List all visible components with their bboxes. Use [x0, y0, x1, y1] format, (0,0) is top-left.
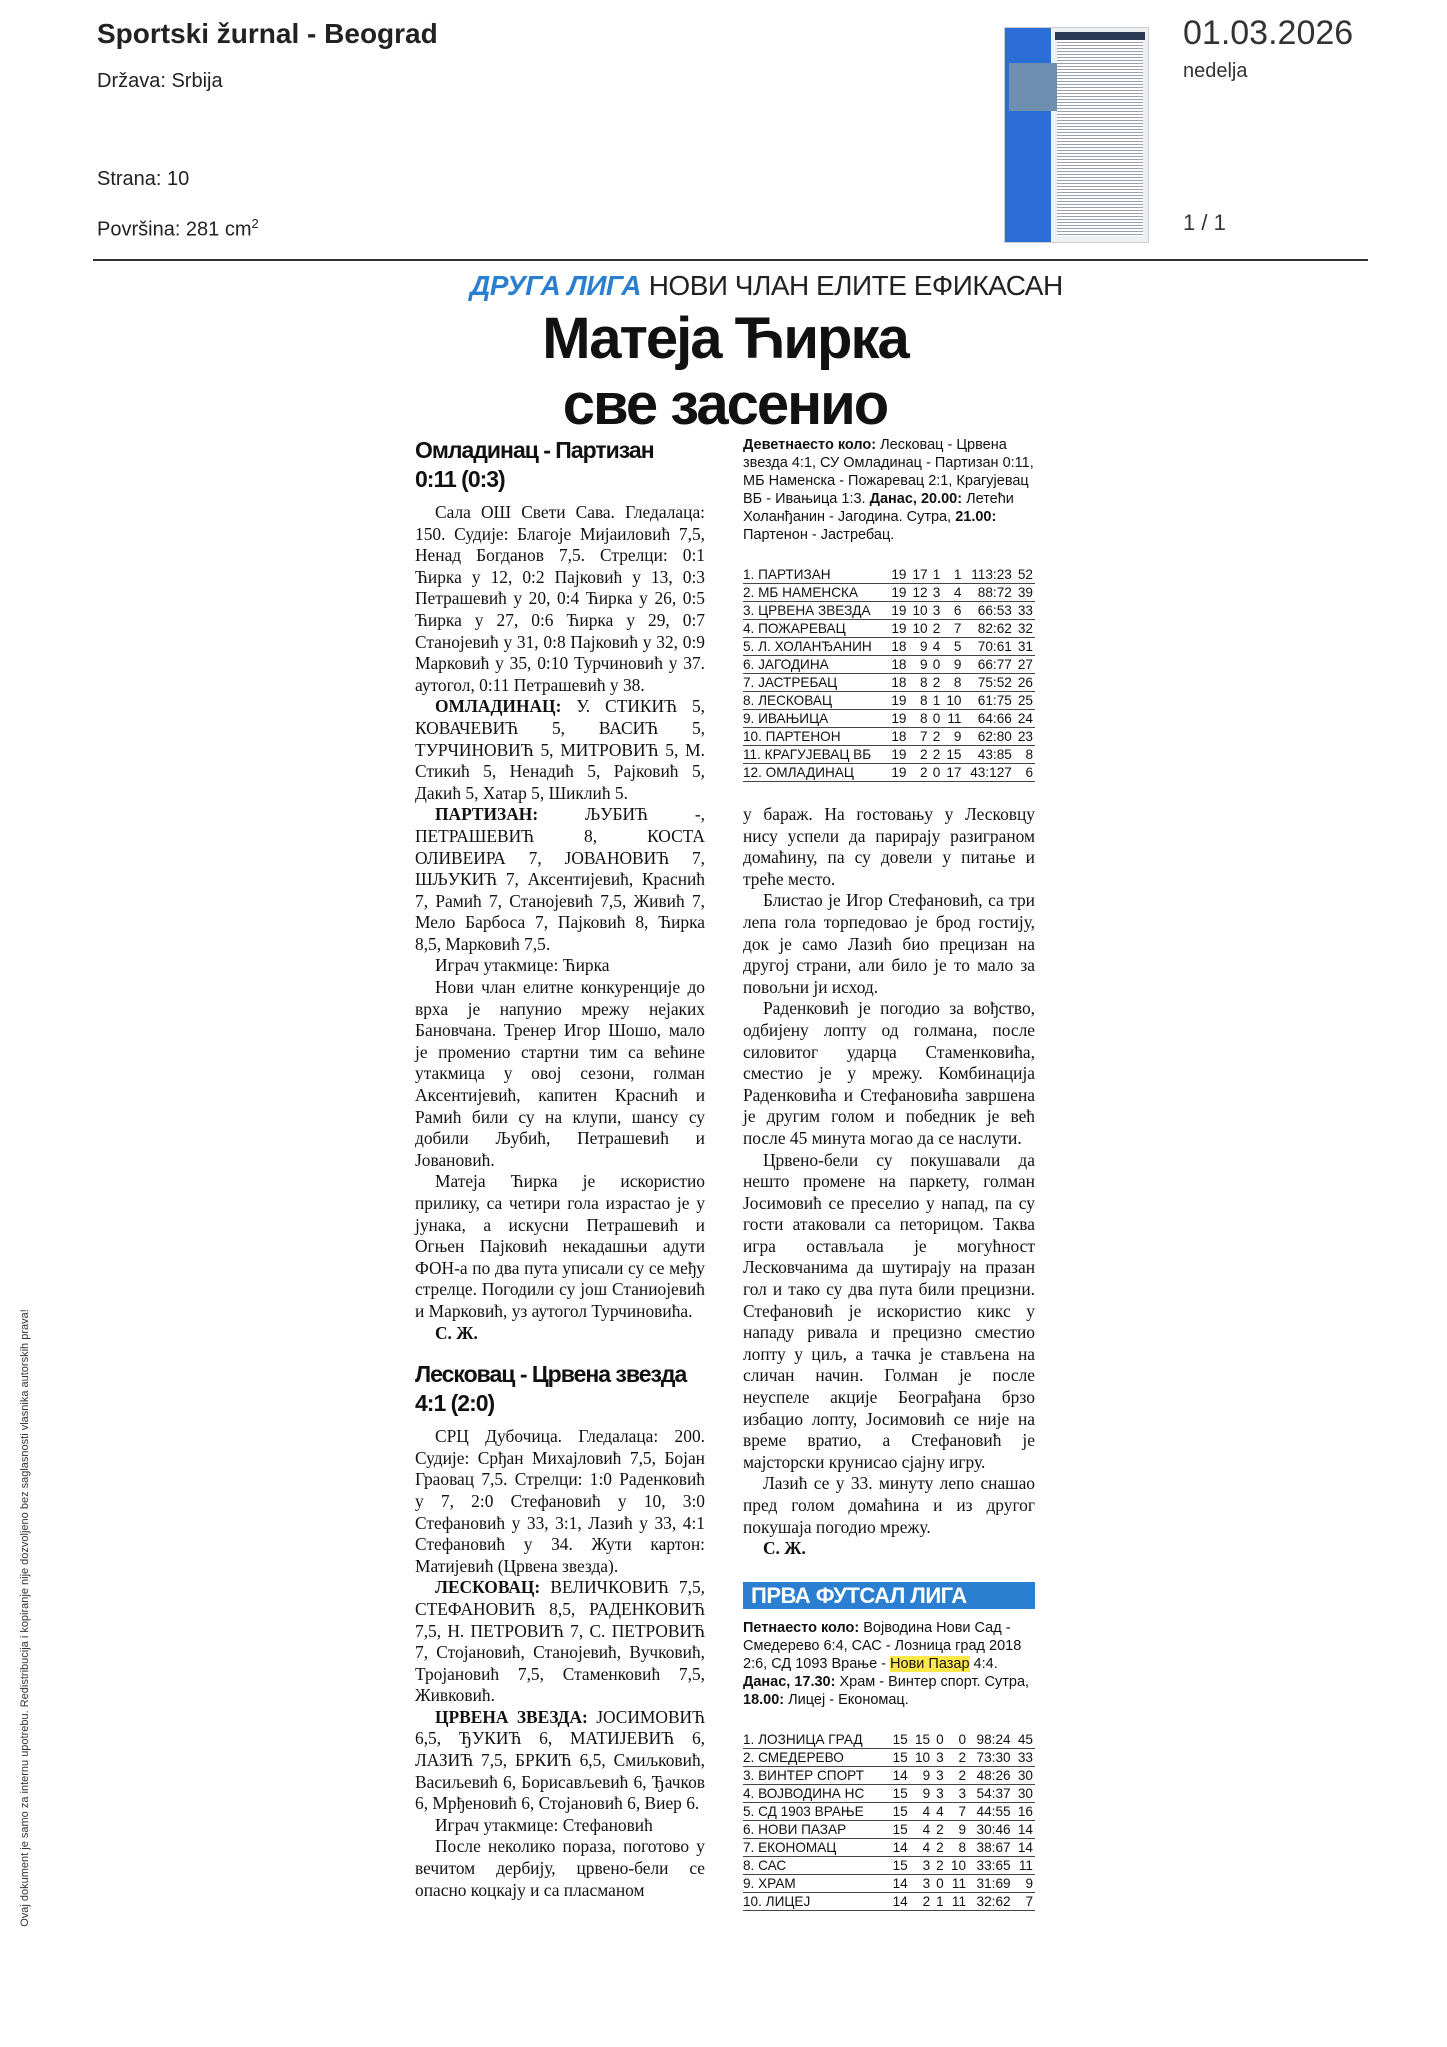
team-name-cell: 7. ЈАСТРЕБАЦ — [743, 674, 887, 692]
match1-score: 0:11 (0:3) — [415, 466, 505, 492]
stat-cell: 19 — [887, 584, 908, 602]
stat-cell: 11 — [946, 1893, 968, 1911]
stat-cell: 4 — [942, 584, 963, 602]
stat-cell: 24 — [1014, 710, 1035, 728]
stat-cell: 43:85 — [963, 746, 1013, 764]
table-row — [743, 1785, 1035, 1803]
match2-facts: СРЦ Дубочица. Гледалаца: 200. Судије: Срђан Михајловић 7,5, Бојан Граовац 7,5. Стрелци: 1:0 Раденковић у 7, 2:0 Стефановић у 10, 3:0 Стефановић у 33, 3:1, Лазић у 33, 4:1 Стефановић у 34. Жути картон: Матијевић (Црвена звезда). — [415, 1426, 705, 1576]
team-name-cell: 1. ПАРТИЗАН — [743, 566, 887, 584]
stat-cell: 27 — [1014, 656, 1035, 674]
match1-title: Омладинац - Партизан — [415, 437, 654, 463]
stat-cell: 15 — [887, 1749, 909, 1767]
stat-cell: 9 — [908, 638, 929, 656]
team-name-cell: 9. ИВАЊИЦА — [743, 710, 887, 728]
stat-cell: 7 — [908, 728, 929, 746]
stat-cell: 14 — [887, 1875, 909, 1893]
table-row — [743, 692, 1035, 710]
stat-cell: 3 — [930, 584, 943, 602]
futsal-tomorrow-label: 18.00: — [743, 1692, 785, 1709]
stat-cell: 18 — [887, 674, 908, 692]
stat-cell: 3 — [932, 1749, 946, 1767]
match2-heading — [415, 1360, 705, 1418]
match1-team1 — [415, 696, 705, 804]
match1-paragraph-2: Нови члан елитне конкуренције до врха је напунио мрежу нејаких Бановчана. Тренер Игор Шошо, мало је променио стартни тим са већине утакмица у овој сезони, голман Аксентијевић, капитен Краснић и Рамић били су на клупи, шансу су добили Љубић, Петрашевић и Јовановић. — [415, 977, 705, 1170]
stat-cell: 19 — [887, 566, 908, 584]
match2-paragraph-2-start: После неколико пораза, поготово у вечитом дербију, црвено-бели се опасно коцкају и са пласманом — [415, 1836, 705, 1900]
stat-cell: 1 — [932, 1893, 946, 1911]
stat-cell: 14 — [1013, 1839, 1035, 1857]
copyright-notice: Ovaj dokument je samo za internu upotrebu. Redistribucija i kopiranje nije dozvoljeno bez saglasnosti vlasnika autorskih prava! — [19, 1309, 31, 1927]
match1-signature: С. Ж. — [435, 1322, 478, 1343]
futsal-league-bar: ПРВА ФУТСАЛ ЛИГА — [743, 1582, 1035, 1610]
stat-cell: 14 — [1013, 1821, 1035, 1839]
stat-cell: 4 — [910, 1803, 932, 1821]
stat-cell: 33:65 — [968, 1857, 1013, 1875]
table-row — [743, 1803, 1035, 1821]
country-label: Država: Srbija — [97, 70, 223, 92]
stat-cell: 73:30 — [968, 1749, 1013, 1767]
left-column — [415, 436, 705, 1901]
match2-paragraph-5: Црвено-бели су покушавали да нешто промене на паркету, голман Јосимовић се преселио у напад, па су гости атаковали са петорицом. Таква игра остављала је могућност Лесковчанима да шутирају на празан гол и тако су два пута били прецизни. Стефановић је искористио кикс у нападу ривала и прецизно сместио лопту у циљ, а тачка је стављена на сличан начин. Голман је после неуспеле акције Београђана брзо избацио лопту, Јосимовић се није на време вратио, а Стефановић је мајсторски крунисао сјајну игру. — [743, 1149, 1035, 1472]
stat-cell: 2 — [932, 1839, 946, 1857]
stat-cell: 75:52 — [963, 674, 1013, 692]
round1-today-label: Данас, 20.00: — [869, 491, 963, 507]
stat-cell: 15 — [887, 1785, 909, 1803]
table-row — [743, 1875, 1035, 1893]
match2-score: 4:1 (2:0) — [415, 1390, 495, 1417]
match1-facts: Сала ОШ Свети Сава. Гледалаца: 150. Судије: Благоје Мијаиловић 7,5, Ненад Богданов 7,5. Стрелци: 0:1 Ћирка у 12, 0:2 Пајковић у 13, 0:3 Петрашевић у 20, 0:4 Ћирка у 26, 0:5 Ћирка у 27, 0:6 Ћирка у 29, 0:7 Станојевић у 31, 0:8 Пајковић у 32, 0:9 Марковић у 35, 0:10 Турчиновић у 37. аутогол, 0:11 Петрашевић у 38. — [415, 502, 705, 695]
team-name-cell: 5. Л. ХОЛАНЂАНИН — [743, 638, 887, 656]
futsal-today-label: Данас, 17.30: — [743, 1674, 836, 1691]
stat-cell: 38:67 — [968, 1839, 1013, 1857]
kicker-league: ДРУГА ЛИГА — [470, 270, 641, 301]
stat-cell: 66:77 — [963, 656, 1013, 674]
stat-cell: 9 — [908, 656, 929, 674]
title-line-1: Матеја Ћирка — [542, 306, 908, 371]
team-name-cell: 5. СД 1903 ВРАЊЕ — [743, 1803, 887, 1821]
match2-signature: С. Ж. — [763, 1538, 806, 1559]
stat-cell: 2 — [930, 620, 943, 638]
team-name-cell: 9. ХРАМ — [743, 1875, 887, 1893]
table-row — [743, 764, 1035, 782]
team-name-cell: 11. КРАГУЈЕВАЦ ВБ — [743, 746, 887, 764]
league-standings-table — [743, 566, 1035, 782]
stat-cell: 17 — [908, 566, 929, 584]
team-name-cell: 4. ПОЖАРЕВАЦ — [743, 620, 887, 638]
team-name-cell: 8. САС — [743, 1857, 887, 1875]
stat-cell: 6 — [1014, 764, 1035, 782]
stat-cell: 10 — [908, 620, 929, 638]
stat-cell: 8 — [908, 674, 929, 692]
round1-tomorrow-label: 21.00: — [955, 509, 997, 525]
stat-cell: 11 — [946, 1875, 968, 1893]
table-row — [743, 674, 1035, 692]
stat-cell: 9 — [910, 1767, 932, 1785]
issue-date: 01.03.2026 — [1183, 14, 1354, 52]
team-name-cell: 6. НОВИ ПАЗАР — [743, 1821, 887, 1839]
table-row — [743, 1731, 1035, 1749]
stat-cell: 2 — [946, 1767, 968, 1785]
stat-cell: 0 — [932, 1731, 946, 1749]
kicker-text: НОВИ ЧЛАН ЕЛИТЕ ЕФИКАСАН — [648, 270, 1063, 301]
stat-cell: 8 — [908, 710, 929, 728]
stat-cell: 2 — [908, 764, 929, 782]
team-name-cell: 12. ОМЛАДИНАЦ — [743, 764, 887, 782]
stat-cell: 31:69 — [968, 1875, 1013, 1893]
stat-cell: 18 — [887, 638, 908, 656]
right-column — [743, 436, 1035, 1933]
round1-tomorrow-text: Партенон - Јастребац. — [743, 527, 895, 543]
team-name-cell: 10. ПАРТЕНОН — [743, 728, 887, 746]
stat-cell: 7 — [1013, 1893, 1035, 1911]
thumbnail-blue-panel — [1005, 28, 1051, 242]
stat-cell: 7 — [942, 620, 963, 638]
stat-cell: 3 — [946, 1785, 968, 1803]
round1-label: Деветнаесто коло: — [743, 437, 877, 453]
stat-cell: 9 — [910, 1785, 932, 1803]
table-row — [743, 710, 1035, 728]
match2-team1-players: ВЕЛИЧКОВИЋ 7,5, СТЕФАНОВИЋ 8,5, РАДЕНКОВИЋ 7,5, Н. ПЕТРОВИЋ 7, С. ПЕТРОВИЋ 7, Стојановић, Станојевић, Вучковић, Тројановић 7,5, Стаменковић 7,5, Живковић. — [415, 1577, 705, 1706]
stat-cell: 23 — [1014, 728, 1035, 746]
match1-team1-players: У. СТИКИЋ 5, КОВАЧЕВИЋ 5, ВАСИЋ 5, ТУРЧИНОВИЋ 5, МИТРОВИЋ 5, М. Стикић 5, Ненадић 5, Рајковић 5, Дакић 5, Хатар 5, Шиклић 5. — [415, 696, 705, 803]
stat-cell: 3 — [910, 1875, 932, 1893]
table-row — [743, 746, 1035, 764]
stat-cell: 15 — [887, 1731, 909, 1749]
thumbnail-text — [1057, 40, 1143, 236]
publication-name: Sportski žurnal - Beograd — [97, 18, 438, 49]
stat-cell: 33 — [1014, 602, 1035, 620]
match2-title: Лесковац - Црвена звезда — [415, 1361, 687, 1388]
stat-cell: 9 — [946, 1821, 968, 1839]
stat-cell: 15 — [942, 746, 963, 764]
stat-cell: 15 — [887, 1821, 909, 1839]
article-kicker — [470, 270, 1063, 302]
stat-cell: 32 — [1014, 620, 1035, 638]
stat-cell: 3 — [910, 1857, 932, 1875]
page-number-label: Strana: 10 — [97, 168, 190, 190]
stat-cell: 11 — [1013, 1857, 1035, 1875]
futsal-highlighted-team: Нови Пазар — [890, 1656, 970, 1673]
stat-cell: 9 — [942, 728, 963, 746]
stat-cell: 61:75 — [963, 692, 1013, 710]
stat-cell: 19 — [887, 602, 908, 620]
team-name-cell: 4. ВОЈВОДИНА НС — [743, 1785, 887, 1803]
futsal-round-text-a: Војводина Нови Сад - Смедерево 6:4, САС - Лозница град 2018 2:6, СД 1093 Врање - — [743, 1620, 1022, 1673]
table-row — [743, 1821, 1035, 1839]
stat-cell: 64:66 — [963, 710, 1013, 728]
stat-cell: 2 — [930, 728, 943, 746]
stat-cell: 0 — [930, 710, 943, 728]
futsal-round-text-b: 4:4. — [969, 1656, 998, 1673]
area-unit-exponent: 2 — [251, 216, 259, 231]
stat-cell: 30 — [1013, 1785, 1035, 1803]
header-divider — [93, 259, 1368, 261]
stat-cell: 26 — [1014, 674, 1035, 692]
thumbnail-headline — [1055, 32, 1145, 40]
stat-cell: 44:55 — [968, 1803, 1013, 1821]
match2-team2 — [415, 1707, 705, 1815]
stat-cell: 2 — [930, 674, 943, 692]
stat-cell: 1 — [942, 566, 963, 584]
match1-heading — [415, 436, 705, 494]
stat-cell: 82:62 — [963, 620, 1013, 638]
table-row — [743, 1749, 1035, 1767]
table-row — [743, 728, 1035, 746]
stat-cell: 10 — [942, 692, 963, 710]
match1-paragraph-3: Матеја Ћирка је искористио прилику, са четири гола израстао је у јунака, а искусни Петрашевић и Огњен Пајковић некадашњи адути ФОН-а по два пута уписали су се међу стрелце. Погодили су још Станиојевић и Марковић, уз аутогол Турчиновића. — [415, 1171, 705, 1321]
stat-cell: 19 — [887, 620, 908, 638]
futsal-today-text: Храм - Винтер спорт. Сутра, — [835, 1674, 1030, 1691]
match2-paragraph-4: Раденковић је погодио за вођство, одбијену лопту од голмана, после силовитог ударца Стаменковића, сместио је у мрежу. Комбинација Раденковића и Стефановића завршена је другим голом и победник је већ после 45 минута могао да се наслути. — [743, 998, 1035, 1148]
stat-cell: 4 — [930, 638, 943, 656]
match2-team2-players: ЈОСИМОВИЋ 6,5, ЂУКИЋ 6, МАТИЈЕВИЋ 6, ЛАЗИЋ 7,5, БРКИЋ 6,5, Смиљковић, Васиљевић 6, Борисављевић 6, Ђачков 6, Мрђеновић 6, Стојановић 6, Виер 6. — [415, 1706, 705, 1814]
stat-cell: 4 — [910, 1839, 932, 1857]
stat-cell: 5 — [942, 638, 963, 656]
stat-cell: 10 — [908, 602, 929, 620]
stat-cell: 18 — [887, 656, 908, 674]
match2-team2-label: ЦРВЕНА ЗВЕЗДА: — [435, 1706, 588, 1727]
stat-cell: 14 — [887, 1893, 909, 1911]
page-count: 1 / 1 — [1183, 210, 1226, 235]
team-name-cell: 3. ВИНТЕР СПОРТ — [743, 1767, 887, 1785]
table-row — [743, 1857, 1035, 1875]
futsal-tomorrow-text: Лицеј - Економац. — [784, 1692, 909, 1709]
match1-player-of-match: Играч утакмице: Ћирка — [435, 955, 610, 976]
stat-cell: 18 — [887, 728, 908, 746]
round1-results — [743, 436, 1035, 544]
stat-cell: 0 — [946, 1731, 968, 1749]
match2-paragraph-2-end: у бараж. На гостовању у Лесковцу нису успели да парирају разиграном домаћину, па су довели у питање и треће место. — [743, 804, 1035, 889]
table-row — [743, 620, 1035, 638]
stat-cell: 19 — [887, 692, 908, 710]
table-row — [743, 638, 1035, 656]
stat-cell: 9 — [1013, 1875, 1035, 1893]
stat-cell: 16 — [1013, 1803, 1035, 1821]
match1-team2 — [415, 804, 705, 955]
stat-cell: 8 — [942, 674, 963, 692]
stat-cell: 62:80 — [963, 728, 1013, 746]
match1-team2-players: ЉУБИЋ -, ПЕТРАШЕВИЋ 8, КОСТА ОЛИВЕИРА 7, ЈОВАНОВИЋ 7, ШЉУКИЋ 7, Аксентијевић, Краснић 7, Рамић 7, Станојевић 7,5, Живић 7, Мело Барбоса 7, Пајковић 8, Ћирка 8,5, Марковић 7,5. — [415, 804, 705, 954]
stat-cell: 10 — [910, 1749, 932, 1767]
stat-cell: 19 — [887, 746, 908, 764]
round1-text: Лесковац - Црвена звезда 4:1, СУ Омладинац - Партизан 0:11, МБ Наменска - Пожаревац 2:1, Крагујевац ВБ - Ивањица 1:3. — [743, 437, 1034, 507]
stat-cell: 15 — [887, 1857, 909, 1875]
stat-cell: 15 — [910, 1731, 932, 1749]
stat-cell: 8 — [908, 692, 929, 710]
stat-cell: 3 — [930, 602, 943, 620]
stat-cell: 0 — [930, 656, 943, 674]
team-name-cell: 6. ЈАГОДИНА — [743, 656, 887, 674]
stat-cell: 52 — [1014, 566, 1035, 584]
stat-cell: 2 — [908, 746, 929, 764]
match2-team1-label: ЛЕСКОВАЦ: — [435, 1577, 541, 1598]
stat-cell: 4 — [910, 1821, 932, 1839]
stat-cell: 54:37 — [968, 1785, 1013, 1803]
area-value: Površina: 281 cm — [97, 218, 252, 241]
table-row — [743, 1767, 1035, 1785]
stat-cell: 2 — [910, 1893, 932, 1911]
stat-cell: 14 — [887, 1767, 909, 1785]
futsal-standings-table — [743, 1731, 1035, 1911]
stat-cell: 0 — [930, 764, 943, 782]
stat-cell: 98:24 — [968, 1731, 1013, 1749]
stat-cell: 14 — [887, 1839, 909, 1857]
stat-cell: 2 — [932, 1821, 946, 1839]
stat-cell: 17 — [942, 764, 963, 782]
stat-cell: 19 — [887, 764, 908, 782]
area-label — [97, 216, 259, 242]
table-row — [743, 1839, 1035, 1857]
stat-cell: 66:53 — [963, 602, 1013, 620]
stat-cell: 6 — [942, 602, 963, 620]
stat-cell: 15 — [887, 1803, 909, 1821]
stat-cell: 1 — [930, 566, 943, 584]
stat-cell: 2 — [932, 1857, 946, 1875]
title-line-2: све засенио — [562, 372, 888, 437]
stat-cell: 9 — [942, 656, 963, 674]
stat-cell: 3 — [932, 1785, 946, 1803]
stat-cell: 31 — [1014, 638, 1035, 656]
stat-cell: 1 — [930, 692, 943, 710]
match2-paragraph-3: Блистао је Игор Стефановић, са три лепа гола торпедовао је брод гостију, док је само Лазић био прецизан на другој страни, али било је то мало за повољни ји исход. — [743, 890, 1035, 997]
table-row — [743, 1893, 1035, 1911]
stat-cell: 113:23 — [963, 566, 1013, 584]
stat-cell: 4 — [932, 1803, 946, 1821]
page-thumbnail[interactable] — [1004, 27, 1149, 243]
stat-cell: 39 — [1014, 584, 1035, 602]
stat-cell: 7 — [946, 1803, 968, 1821]
stat-cell: 19 — [887, 710, 908, 728]
stat-cell: 2 — [930, 746, 943, 764]
team-name-cell: 8. ЛЕСКОВАЦ — [743, 692, 887, 710]
team-name-cell: 3. ЦРВЕНА ЗВЕЗДА — [743, 602, 887, 620]
stat-cell: 2 — [946, 1749, 968, 1767]
stat-cell: 0 — [932, 1875, 946, 1893]
table-row — [743, 584, 1035, 602]
team-name-cell: 2. МБ НАМЕНСКА — [743, 584, 887, 602]
stat-cell: 32:62 — [968, 1893, 1013, 1911]
stat-cell: 43:127 — [963, 764, 1013, 782]
stat-cell: 11 — [942, 710, 963, 728]
round1-today-text: Летећи Холанђанин - Јагодина. Сутра, — [743, 491, 1014, 525]
stat-cell: 8 — [1014, 746, 1035, 764]
stat-cell: 30 — [1013, 1767, 1035, 1785]
stat-cell: 48:26 — [968, 1767, 1013, 1785]
stat-cell: 8 — [946, 1839, 968, 1857]
futsal-round-label: Петнаесто коло: — [743, 1620, 860, 1637]
table-row — [743, 566, 1035, 584]
futsal-round-results — [743, 1619, 1035, 1709]
match2-team1 — [415, 1577, 705, 1707]
stat-cell: 25 — [1014, 692, 1035, 710]
stat-cell: 45 — [1013, 1731, 1035, 1749]
stat-cell: 88:72 — [963, 584, 1013, 602]
team-name-cell: 10. ЛИЦЕЈ — [743, 1893, 887, 1911]
team-name-cell: 7. ЕКОНОМАЦ — [743, 1839, 887, 1857]
stat-cell: 30:46 — [968, 1821, 1013, 1839]
issue-weekday: nedelja — [1183, 60, 1248, 82]
match1-team1-label: ОМЛАДИНАЦ: — [435, 696, 562, 717]
match1-team2-label: ПАРТИЗАН: — [435, 804, 539, 825]
table-row — [743, 656, 1035, 674]
stat-cell: 33 — [1013, 1749, 1035, 1767]
team-name-cell: 1. ЛОЗНИЦА ГРАД — [743, 1731, 887, 1749]
article-title — [360, 306, 1090, 438]
match2-paragraph-6: Лазић се у 33. минуту лепо снашао пред голом домаћина и из другог покушаја погодио мрежу. — [743, 1473, 1035, 1537]
match2-player-of-match: Играч утакмице: Стефановић — [435, 1814, 653, 1835]
table-row — [743, 602, 1035, 620]
stat-cell: 70:61 — [963, 638, 1013, 656]
stat-cell: 3 — [932, 1767, 946, 1785]
stat-cell: 10 — [946, 1857, 968, 1875]
team-name-cell: 2. СМЕДЕРЕВО — [743, 1749, 887, 1767]
stat-cell: 12 — [908, 584, 929, 602]
